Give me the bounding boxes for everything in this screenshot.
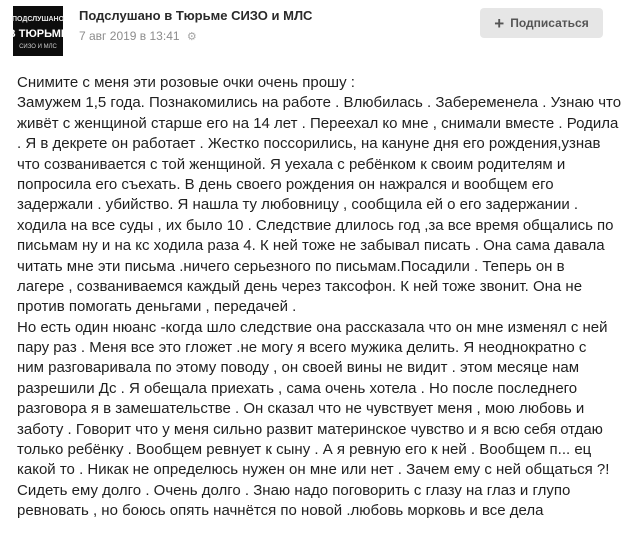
- post-text-line: задержали . убийство. Я нашла ту любовницу , сообщила ей о его задержании .: [17, 196, 579, 214]
- group-name-link[interactable]: Подслушано в Тюрьме СИЗО и МЛС: [79, 8, 313, 23]
- post-text: [17, 73, 621, 522]
- avatar-logo-icon: [7, 6, 69, 56]
- subscribe-button[interactable]: [480, 8, 603, 38]
- avatar-line-2: В ТЮРЬМЕ: [7, 28, 69, 40]
- post-text-line: что созванивается с той женщиной. Я уехала с ребёнком к своим родителям и: [17, 155, 566, 173]
- group-avatar[interactable]: [7, 6, 69, 56]
- post-text-line: . Я в декрете он работает . Жестко поссорились, на кануне дня его рождения,узнав: [17, 135, 601, 153]
- post-text-line: попросила его съехать. В день своего рождения он нажрался и вообщем его: [17, 175, 554, 193]
- post-text-line: ходила на все суды , их было 10 . Следствие длилось год ,за все время общались по: [17, 216, 614, 234]
- post-header: [0, 0, 620, 58]
- post-text-line: Замужем 1,5 года. Познакомились на работе . Влюбилась . Забеременела . Узнаю что: [17, 94, 621, 112]
- post-text-line: письмам ну и на кс ходила раза 4. К ней тоже не забывал писать . Она сама давала: [17, 237, 605, 255]
- post-date-text[interactable]: 7 авг 2019 в 13:41: [79, 29, 180, 43]
- post-text-line: против помогать деньгами , передачей .: [17, 298, 297, 316]
- post-text-line: Сидеть ему долго . Очень долго . Знаю надо поговорить с глазу на глаз и глупо: [17, 481, 571, 499]
- post-text-line: разрешили Дс . Я обещала приехать , сама очень хотела . Но после последнего: [17, 379, 578, 397]
- plus-icon: +: [494, 13, 505, 33]
- post-text-line: живёт с женщиной старше его на 14 лет . Переехал ко мне , снимали вместе . Родила: [17, 114, 619, 132]
- post-date: [79, 29, 197, 43]
- subscribe-label: Подписаться: [510, 16, 589, 30]
- post-text-line: Но есть один нюанс -когда шло следствие она рассказала что он мне изменял с ней: [17, 318, 608, 336]
- post-text-line: пару раз . Меня все это гложет .не могу я всего мужика делить. Я неоднократно с: [17, 339, 587, 357]
- post-text-line: разговора я в замешательстве . Он сказал что не чувствует меня , мою любовь и: [17, 400, 585, 418]
- post-text-line: лагере , созваниваемся каждый день через таксофон. К ней тоже звонит. Она не: [17, 277, 583, 295]
- avatar-line-3: СИЗО И МЛС: [19, 44, 57, 50]
- post-text-line: Снимите с меня эти розовые очки очень прошу :: [17, 74, 355, 91]
- gear-icon[interactable]: ⚙: [186, 31, 197, 43]
- post-text-line: какой то . Никак не определюсь нужен он мне или нет . Зачем ему с ней общаться ?!: [17, 461, 610, 479]
- post-text-line: только ребёнку . Вообщем ревнует к сыну . А я ревную его к ней . Вообщем п... ец: [17, 441, 592, 459]
- avatar-line-1: ПОДСЛУШАНО: [11, 16, 65, 23]
- post-text-line: ним разговаривала по этому поводу , он своей вины не видит . этом месяце нам: [17, 359, 580, 377]
- post-text-line: читать мне эти письма .ничего серьезного по письмам.Посадили . Теперь он в: [17, 257, 565, 275]
- post-text-line: заботу . Говорит что у меня сильно развит материнское чувство и я всю себя отдаю: [17, 420, 603, 438]
- post-text-line: ревновать , но боюсь опять начнётся по новой .любовь морковь и все дела: [17, 502, 544, 520]
